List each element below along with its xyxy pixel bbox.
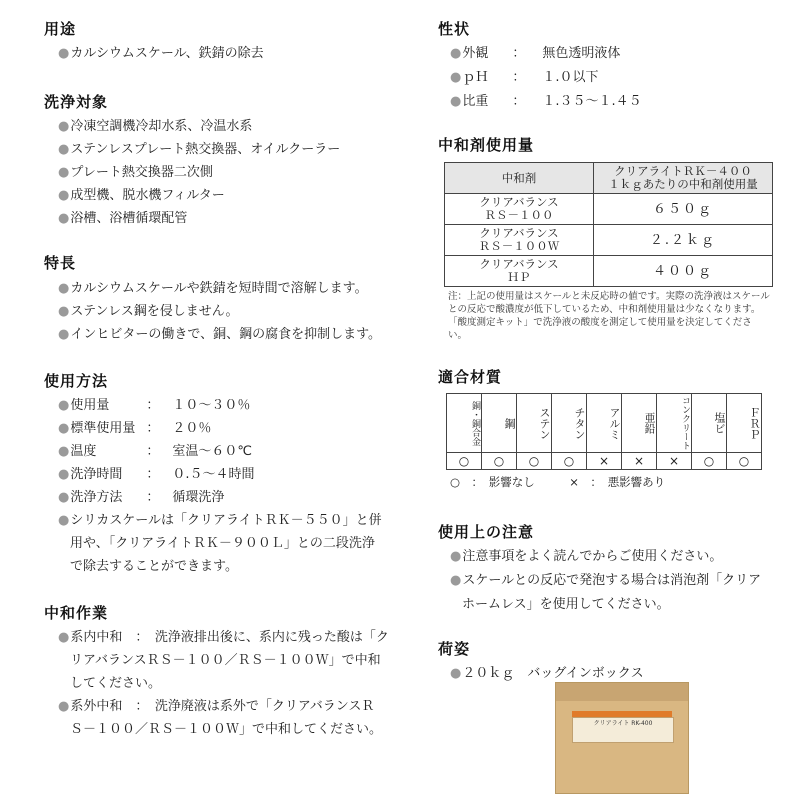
section-neutral-title: 中和作業: [44, 604, 109, 622]
target-item: ●成型機、脱水機フィルター: [58, 188, 225, 203]
method-row: ●使用量 ： １０～３０％: [58, 398, 251, 413]
material-header: 亜鉛: [622, 394, 657, 453]
feature-item: ●インヒビターの働きで、銅、鋼の腐食を抑制します。: [58, 327, 382, 342]
bullet-icon: ●: [58, 490, 70, 505]
bullet-icon: ●: [58, 444, 70, 459]
target-item: ●ステンレスプレート熱交換器、オイルクーラー: [58, 142, 341, 157]
section-caution-title: 使用上の注意: [438, 523, 535, 541]
material-header: ＦＲＰ: [727, 394, 762, 453]
prop-row: ●ｐＨ ： １.０以下: [450, 70, 599, 85]
bullet-icon: ●: [58, 188, 70, 203]
bullet-icon: ●: [58, 421, 70, 436]
method-extra-cont: 用や、「クリアライトＲＫ－９００Ｌ」との二段洗浄: [70, 536, 375, 551]
material-mark: ○: [482, 453, 517, 470]
material-header: コンクリート: [657, 394, 692, 453]
bullet-icon: ●: [58, 165, 70, 180]
material-header: ステン: [517, 394, 552, 453]
neutralizer-table: [444, 162, 773, 287]
bullet-icon: ●: [58, 630, 70, 645]
section-usage-title: 用途: [44, 20, 77, 38]
neutral-internal-cont: してください。: [70, 676, 162, 691]
material-header: アルミ: [587, 394, 622, 453]
ntable-value-cell: ４００ｇ: [594, 256, 773, 287]
ntable-note: 注：上記の使用量はスケールと未反応時の値です。実際の洗浄液はスケールとの反応で酸濃度が低下しているため、中和剤使用量は少なくなります。「酸度測定キット」で洗浄液の酸度を測定して使用量を決定してください。: [448, 291, 770, 341]
material-mark: ○: [552, 453, 587, 470]
box-top-flap: [556, 683, 688, 701]
neutral-internal: ●系内中和 ： 洗浄液排出後に、系内に残った酸は「ク: [58, 630, 389, 645]
materials-legend: ○ ： 影響なし × ： 悪影響あり: [450, 475, 666, 489]
bullet-icon: ●: [58, 304, 70, 319]
ntable-head-right: クリアライトＲＫ－４００ １ｋｇあたりの中和剤使用量: [594, 163, 773, 194]
bullet-icon: ●: [58, 281, 70, 296]
prop-row: ●比重 ： １.３５～１.４５: [450, 94, 642, 109]
material-header: 塩ビ: [692, 394, 727, 453]
bullet-icon: ●: [58, 142, 70, 157]
bullet-icon: ●: [58, 46, 70, 61]
section-ntable-title: 中和剤使用量: [438, 136, 535, 154]
section-materials-title: 適合材質: [438, 368, 503, 386]
material-mark: ×: [657, 453, 692, 470]
method-extra-cont: で除去することができます。: [70, 559, 238, 574]
material-mark: ○: [727, 453, 762, 470]
target-item: ●冷凍空調機冷却水系、冷温水系: [58, 119, 253, 134]
caution-item: ●注意事項をよく読んでからご使用ください。: [450, 549, 723, 564]
bullet-icon: ●: [58, 513, 70, 528]
bullet-icon: ●: [450, 549, 462, 564]
section-targets-title: 洗浄対象: [44, 93, 109, 111]
ntable-name-cell: クリアバランス ＨＰ: [445, 256, 594, 287]
caution-item-cont: ホームレス」を使用してください。: [462, 597, 670, 612]
bullet-icon: ●: [58, 467, 70, 482]
ntable-name-cell: クリアバランス ＲＳ－１００: [445, 194, 594, 225]
package-item: ●２０ｋｇ バッグインボックス: [450, 666, 644, 681]
material-header: 鋼: [482, 394, 517, 453]
neutral-external-cont: Ｓ－１００／ＲＳ－１００Ｗ」で中和してください。: [70, 722, 383, 737]
material-header: 銅・銅合金: [447, 394, 482, 453]
section-method-title: 使用方法: [44, 372, 109, 390]
ntable-value-cell: ６５０ｇ: [594, 194, 773, 225]
ntable-name-cell: クリアバランス ＲＳ－１００Ｗ: [445, 225, 594, 256]
material-mark: ×: [587, 453, 622, 470]
feature-item: ●カルシウムスケールや鉄錆を短時間で溶解します。: [58, 281, 368, 296]
ntable-value-cell: ２.２ｋｇ: [594, 225, 773, 256]
section-features-title: 特長: [44, 254, 77, 272]
usage-item: ●カルシウムスケール、鉄錆の除去: [58, 46, 264, 61]
bullet-icon: ●: [58, 327, 70, 342]
product-box-image: [555, 682, 689, 794]
bullet-icon: ●: [450, 70, 462, 85]
material-mark: ×: [622, 453, 657, 470]
material-mark: ○: [517, 453, 552, 470]
bullet-icon: ●: [450, 666, 462, 681]
target-item: ●プレート熱交換器二次側: [58, 165, 213, 180]
target-item: ●浴槽、浴槽循環配管: [58, 211, 188, 226]
section-package-title: 荷姿: [438, 640, 471, 658]
prop-row: ●外観 ： 無色透明液体: [450, 46, 621, 61]
method-row: ●温度 ： 室温～６０℃: [58, 444, 252, 459]
bullet-icon: ●: [450, 46, 462, 61]
section-props-title: 性状: [438, 20, 471, 38]
bullet-icon: ●: [450, 94, 462, 109]
material-mark: ○: [692, 453, 727, 470]
ntable-head-left: 中和剤: [445, 163, 594, 194]
method-row: ●標準使用量 ： ２０％: [58, 421, 212, 436]
bullet-icon: ●: [58, 398, 70, 413]
method-row: ●洗浄方法 ： 循環洗浄: [58, 490, 225, 505]
bullet-icon: ●: [58, 211, 70, 226]
box-label: クリアライト RK-400: [572, 717, 674, 743]
method-extra: ●シリカスケールは「クリアライトＲＫ－５５０」と併: [58, 513, 382, 528]
feature-item: ●ステンレス鋼を侵しません。: [58, 304, 239, 319]
material-header: チタン: [552, 394, 587, 453]
neutral-internal-cont: リアバランスＲＳ－１００／ＲＳ－１００Ｗ」で中和: [70, 653, 381, 668]
bullet-icon: ●: [58, 699, 70, 714]
materials-table: [446, 393, 762, 470]
neutral-external: ●系外中和 ： 洗浄廃液は系外で「クリアバランスＲ: [58, 699, 375, 714]
material-mark: ○: [447, 453, 482, 470]
method-row: ●洗浄時間 ： ０.５～４時間: [58, 467, 255, 482]
bullet-icon: ●: [58, 119, 70, 134]
caution-item: ●スケールとの反応で発泡する場合は消泡剤「クリア: [450, 573, 762, 588]
bullet-icon: ●: [450, 573, 462, 588]
